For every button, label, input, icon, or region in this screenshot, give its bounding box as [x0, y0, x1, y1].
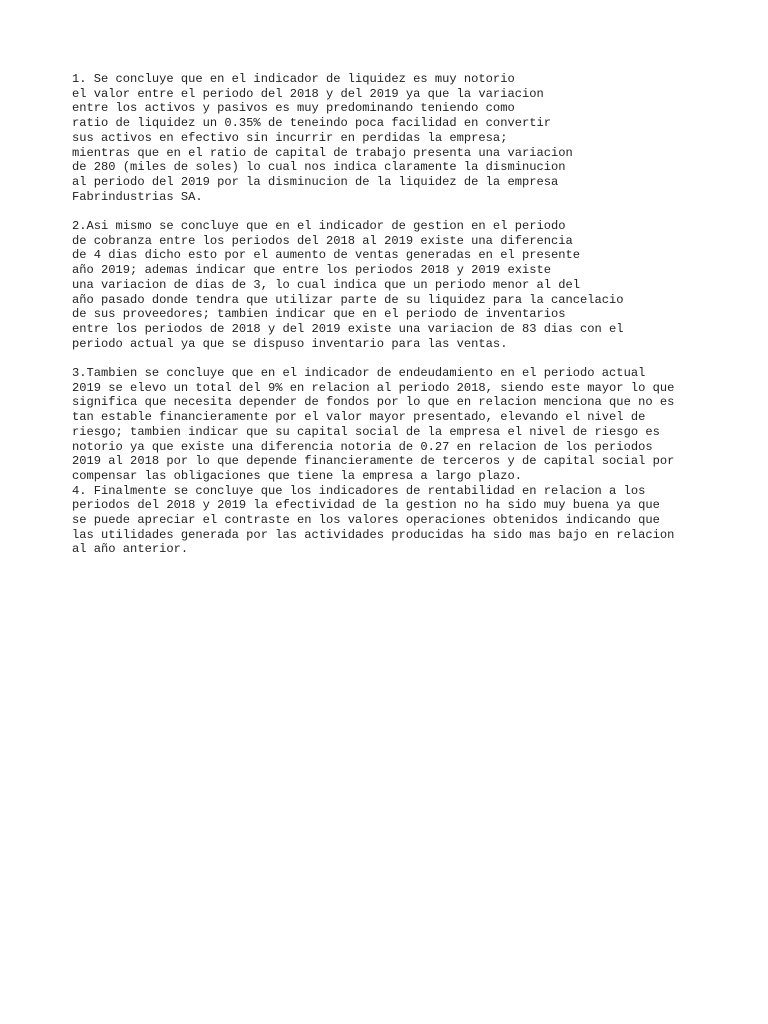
paragraph-liquidez	[72, 72, 712, 204]
text-line: mientras que en el ratio de capital de trabajo presenta una variacion	[72, 145, 573, 160]
text-line: año 2019; ademas indicar que entre los periodos 2018 y 2019 existe	[72, 263, 551, 278]
text-line: periodo actual ya que se dispuso inventario para las ventas.	[72, 336, 508, 351]
text-line: se puede apreciar el contraste en los valores operaciones obtenidos indicando que	[72, 513, 660, 528]
document-page	[72, 72, 712, 557]
text-line: año pasado donde tendra que utilizar parte de su liquidez para la cancelacio	[72, 292, 624, 307]
text-line: significa que necesita depender de fondos por lo que en relacion menciona que no es	[72, 395, 675, 410]
text-line: de sus proveedores; tambien indicar que en el periodo de inventarios	[72, 307, 566, 322]
text-line: al periodo del 2019 por la disminucion de la liquidez de la empresa	[72, 174, 559, 189]
text-line: 2019 se elevo un total del 9% en relacion al periodo 2018, siendo este mayor lo que	[72, 380, 675, 395]
text-line: 2019 al 2018 por lo que depende financieramente de terceros y de capital social por	[72, 454, 675, 469]
text-line: de cobranza entre los periodos del 2018 al 2019 existe una diferencia	[72, 233, 573, 248]
text-line: 4. Finalmente se concluye que los indicadores de rentabilidad en relacion a los	[72, 483, 646, 498]
text-line: entre los periodos de 2018 y del 2019 existe una variacion de 83 dias con el	[72, 321, 624, 336]
text-line: el valor entre el periodo del 2018 y del 2019 ya que la variacion	[72, 86, 544, 101]
text-line: 2.Asi mismo se concluye que en el indicador de gestion en el periodo	[72, 219, 566, 234]
text-line: Fabrindustrias SA.	[72, 189, 203, 204]
text-line: periodos del 2018 y 2019 la efectividad de la gestion no ha sido muy buena ya que	[72, 498, 660, 513]
text-line: de 4 dias dicho esto por el aumento de ventas generadas en el presente	[72, 248, 581, 263]
text-line: ratio de liquidez un 0.35% de teneindo poca facilidad en convertir	[72, 116, 551, 131]
text-line: al año anterior.	[72, 542, 189, 557]
text-line: las utilidades generada por las actividades producidas ha sido mas bajo en relacion	[72, 527, 675, 542]
text-line: tan estable financieramente por el valor mayor presentado, elevando el nivel de	[72, 410, 646, 425]
text-line: de 280 (miles de soles) lo cual nos indica claramente la disminucion	[72, 160, 566, 175]
text-line: compensar las obligaciones que tiene la empresa a largo plazo.	[72, 468, 522, 483]
text-line: notorio ya que existe una diferencia notoria de 0.27 en relacion de los periodos	[72, 439, 653, 454]
text-line: sus activos en efectivo sin incurrir en perdidas la empresa;	[72, 130, 508, 145]
text-line: entre los activos y pasivos es muy predominando teniendo como	[72, 101, 515, 116]
text-line: una variacion de dias de 3, lo cual indica que un periodo menor al del	[72, 277, 581, 292]
text-line: 3.Tambien se concluye que en el indicador de endeudamiento en el periodo actual	[72, 366, 646, 381]
text-line: 1. Se concluye que en el indicador de liquidez es muy notorio	[72, 72, 515, 86]
text-line: riesgo; tambien indicar que su capital social de la empresa el nivel de riesgo es	[72, 424, 660, 439]
paragraph-spacer	[72, 204, 712, 219]
paragraph-endeudamiento-rentabilidad	[72, 366, 712, 557]
paragraph-gestion	[72, 219, 712, 351]
paragraph-spacer	[72, 351, 712, 366]
